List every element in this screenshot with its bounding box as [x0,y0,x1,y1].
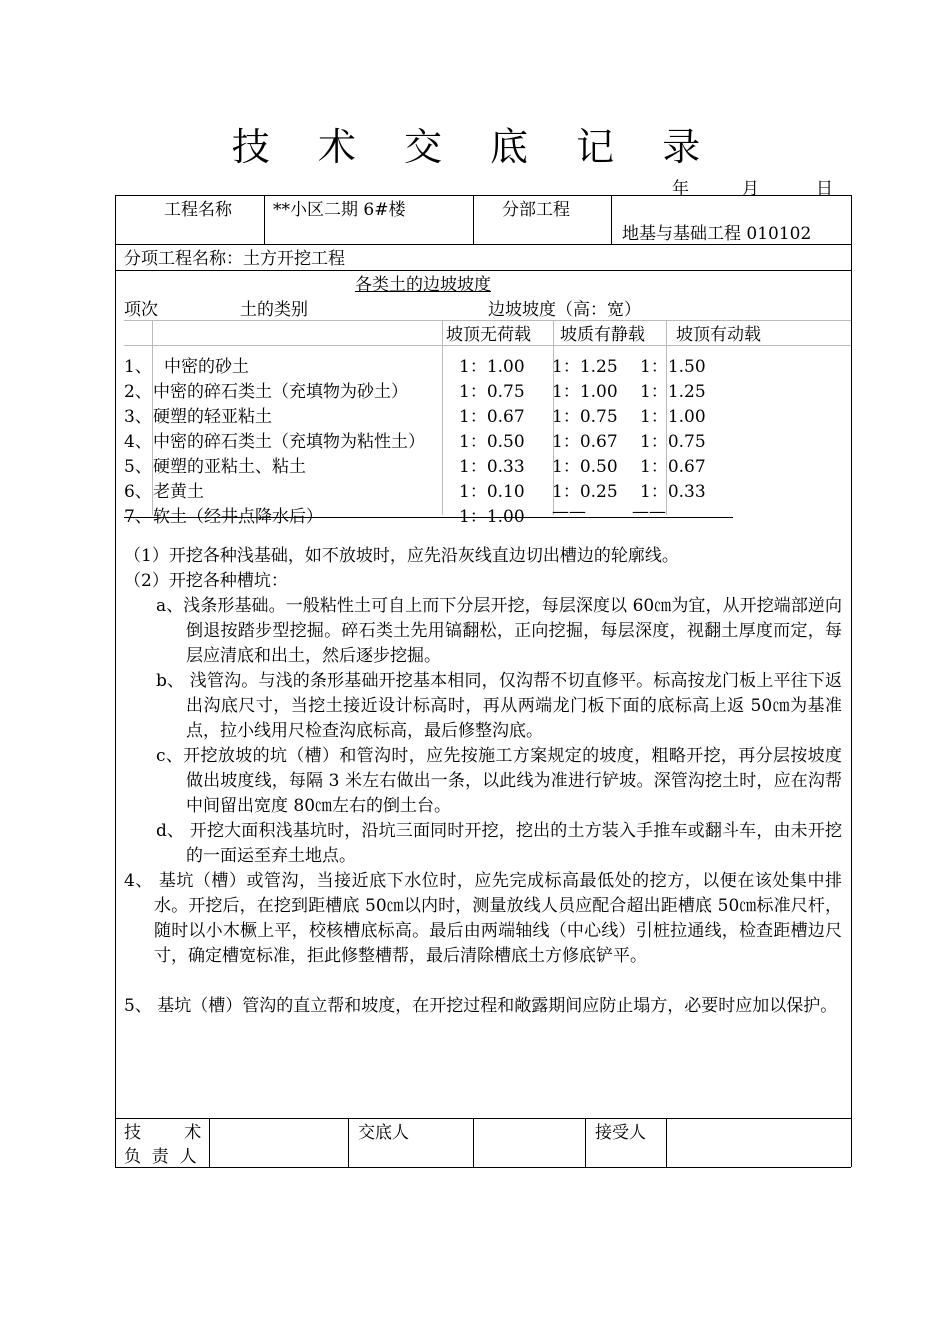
row-dynamic-load: 1：0.33 [640,482,706,502]
row-no: 3、 [124,407,152,427]
item-5 [124,994,842,1019]
row-dynamic-load: 1：1.00 [640,407,706,427]
col-item-header: 项次 [124,300,158,320]
row-no: 5、 [124,457,152,477]
item-4 [124,869,842,969]
item-c-text: c、开挖放坡的坑（槽）和管沟时，应先按施工方案规定的坡度，粗略开挖，再分层按坡度做出坡度线，每隔 3 米左右做出一条，以此线为准进行铲坡。深管沟挖土时，应在沟帮中间留出宽度 80㎝左右的倒土台。 [156,746,842,816]
date-year: 年 [672,179,689,199]
row-dynamic-load: 1：0.75 [640,432,706,452]
handover-label: 交底人 [358,1123,409,1143]
row-dynamic-load: 1：0.67 [640,457,706,477]
item-b-text: b、 浅管沟。与浅的条形基础开挖基本相同，仅沟帮不切直修平。标高按龙门板上平往下返出沟底尺寸，当挖土接近设计标高时，再从两端龙门板下面的底标高上返 50㎝为基准点，拉小线用尺检查沟底标高，最后修整沟底。 [156,671,842,741]
row-dynamic-load: 1：1.25 [640,382,706,402]
row-no: 7、 [124,507,152,527]
item-c [156,744,842,819]
row-soil: 软土（经井点降水后） [153,507,323,527]
row-no-load: 1：0.67 [459,407,525,427]
sub-col-no-load: 坡顶无荷载 [446,325,531,345]
row-no-load: 1：0.10 [459,482,525,502]
paragraph-2: （2）开挖各种槽坑： [124,571,288,591]
sub-col-static-load: 坡质有静载 [560,325,645,345]
row-soil: 中密的砂土 [164,357,249,377]
row-soil: 中密的碎石类土（充填物为砂土） [153,382,408,402]
row-no: 2、 [124,382,152,402]
col-slope-header: 边坡坡度（高：宽） [488,300,641,320]
item-b [156,669,842,744]
row-static-load: —— [552,502,586,522]
row-no: 6、 [124,482,152,502]
tech-lead-label-1: 技 术 [124,1123,202,1143]
row-static-load: 1：1.25 [552,357,618,377]
row-soil: 硬塑的轻亚粘土 [153,407,272,427]
tech-lead-label-2: 负 责 人 [124,1147,197,1167]
item-4-text: 4、 基坑（槽）或管沟，当接近底下水位时，应先完成标高最低处的挖方，以便在该处集中排水。开挖后，在挖到距槽底 50㎝以内时，测量放线人员应配合超出距槽底 50㎝标准尺杆，随时以小木橛上平，校核槽底标高。最后由两端轴线（中心线）引桩拉通线，检查距槽边尺寸，确定槽宽标准，拒此修整槽帮，最后清除槽底土方修底铲平。 [124,871,842,966]
row-no: 4、 [124,432,152,452]
division-value: 地基与基础工程 010102 [622,224,812,244]
subitem-name: 分项工程名称：土方开挖工程 [124,249,345,269]
row-dynamic-load: —— [632,502,666,522]
col-soil-header: 土的类别 [240,300,308,320]
item-a [156,594,842,669]
row-soil: 中密的碎石类土（充填物为粘性土） [153,432,425,452]
row-dynamic-load: 1：1.50 [640,357,706,377]
row-no-load: 1：1.00 [459,357,525,377]
row-no-load: 1：0.50 [459,432,525,452]
document-title: 技 术 交 底 记 录 [231,125,719,169]
slope-table-caption: 各类土的边坡坡度 [355,275,491,295]
row-static-load: 1：0.67 [552,432,618,452]
date-day: 日 [816,179,833,199]
row-static-load: 1：0.50 [552,457,618,477]
item-5-text: 5、 基坑（槽）管沟的直立帮和坡度，在开挖过程和敞露期间应防止塌方，必要时应加以保护。 [124,996,838,1016]
row-soil: 硬塑的亚粘土、粘土 [153,457,306,477]
division-label: 分部工程 [502,200,570,220]
item-d-text: d、 开挖大面积浅基坑时，沿坑三面同时开挖，挖出的土方装入手推车或翻斗车，由未开挖的一面运至弃土地点。 [156,821,842,866]
project-name-label: 工程名称 [164,200,232,220]
row-soil: 老黄土 [153,482,204,502]
sub-col-dynamic-load: 坡顶有动载 [676,325,761,345]
row-no-load: 1：1.00 [459,507,525,527]
row-static-load: 1：0.75 [552,407,618,427]
row-no: 1、 [124,357,152,377]
item-a-text: a、浅条形基础。一般粘性土可自上而下分层开挖，每层深度以 60㎝为宜，从开挖端部逆向倒退按踏步型挖掘。碎石类土先用镐翻松，正向挖掘，每层深度，视翻土厚度而定，每层应清底和出土，然后逐步挖掘。 [156,596,842,666]
row-no-load: 1：0.33 [459,457,525,477]
row-no-load: 1：0.75 [459,382,525,402]
project-name-value: **小区二期 6#楼 [273,200,406,220]
date-month: 月 [742,179,759,199]
row-static-load: 1：0.25 [552,482,618,502]
row-static-load: 1：1.00 [552,382,618,402]
item-d [156,819,842,869]
receiver-label: 接受人 [595,1123,646,1143]
paragraph-1: （1）开挖各种浅基础，如不放坡时，应先沿灰线直边切出槽边的轮廓线。 [124,546,679,566]
